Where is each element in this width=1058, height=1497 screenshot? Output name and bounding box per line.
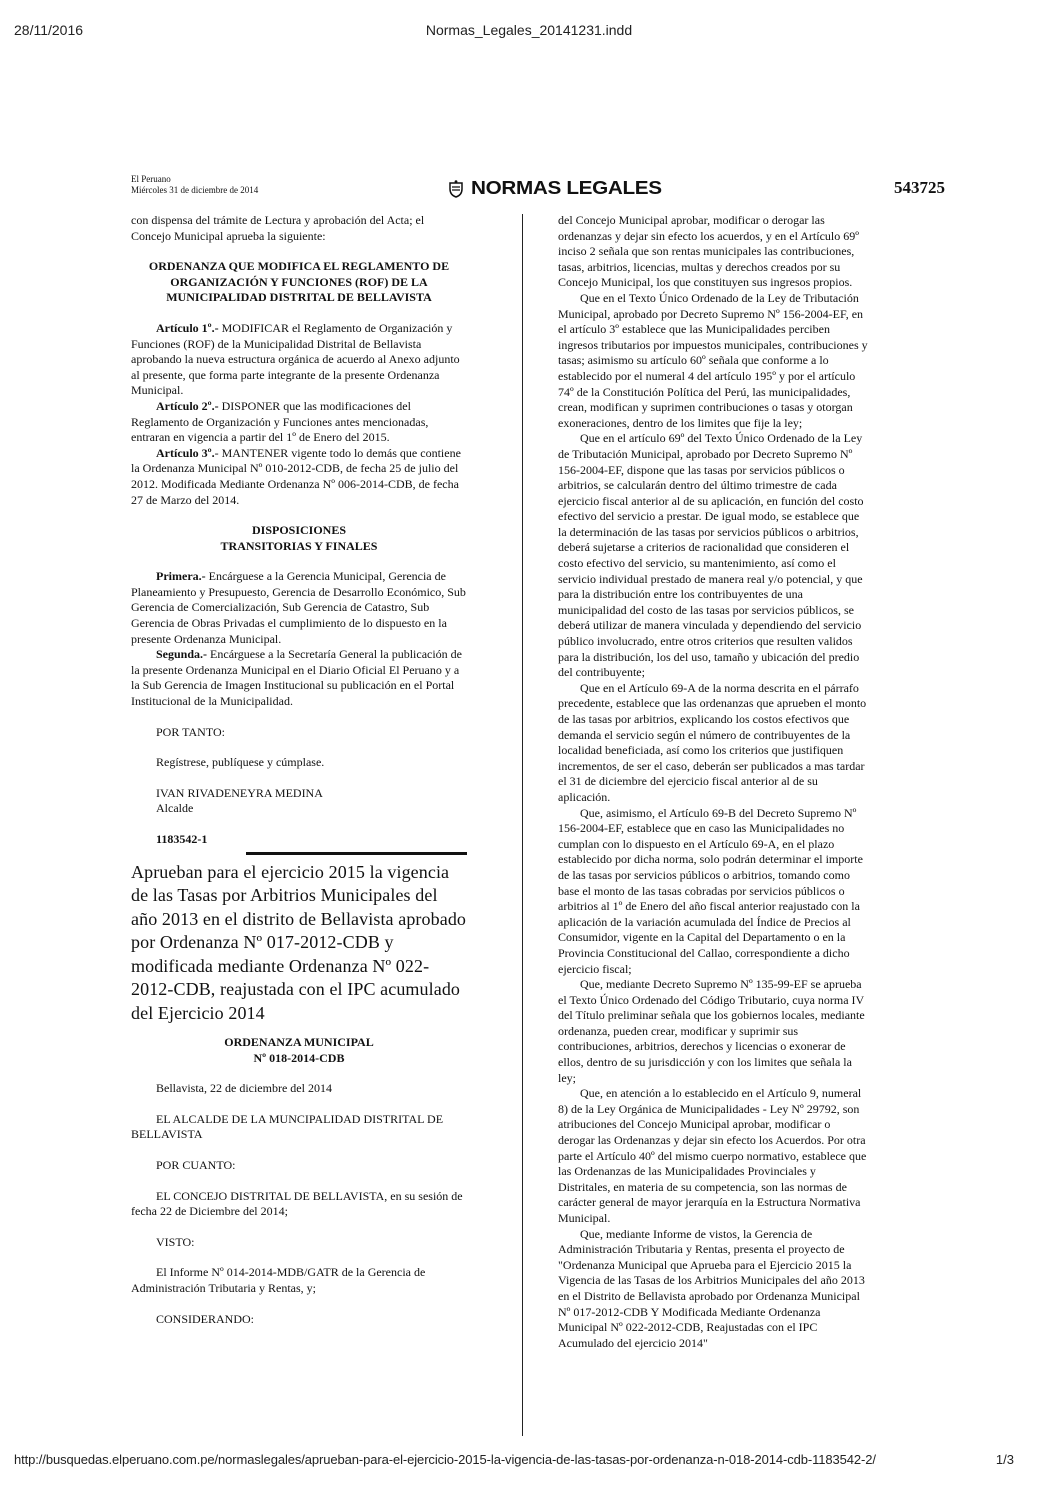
article-1-text: MODIFICAR el Reglamento de Organización y Funciones (ROF) de la Municipalidad Distrital de Bellavista aprobando la nueva estructura orgánica de acuerdo al Anexo adjunto al presente, que forma parte integrante de la presente Ordenanza Municipal. (131, 320, 460, 398)
paragraph-6: Que, mediante Decreto Supremo Nº 135-99-EF se aprueba el Texto Único Ordenado del Código Tributario, cuya norma IV del Título preliminar señala que los gobiernos locales, mediante ordenanza, pueden crear, modificar y suprimir sus contribuciones, arbitrios, derechos y licencias o exonerar de ellos, dentro de su jurisdicción y con los limites que señala la ley; (558, 977, 865, 1085)
primera-text: Encárguese a la Gerencia Municipal, Gerencia de Planeamiento y Presupuesto, Gerencia de Desarrollo Económico, Sub Gerencia de Comercialización, Sub Gerencia de Catastro, Sub Gerencia de Obras Privadas el cumplimiento de lo dispuesto en la presente Ordenanza Municipal. (131, 569, 466, 646)
por-cuanto: POR CUANTO: (156, 1158, 236, 1173)
publication-code (131, 832, 467, 848)
ordinance-name: ORDENANZA MUNICIPAL (224, 1035, 374, 1050)
informe-statement: El Informe Nº 014-2014-MDB/GATR de la Gerencia de Administración Tributaria y Rentas, y; (131, 1265, 426, 1296)
paragraph-2: Que en el Texto Único Ordenado de la Ley de Tributación Municipal, aprobado por Decreto Supremo Nº 156-2004-EF, en el artículo 3º establece que las Municipalidades perciben ingresos tributarios por impuestos municipales, contribuciones y tasas; asimismo su artículo 60º señala que conforme a lo establecido por el numeral 4 del artículo 195º y por el artículo 74º de la Constitución Política del Perú, las municipalidades, crean, modifican y suprimen contribuciones o tasas y otorgan exoneraciones, dentro de los limites que fije la ley; (558, 290, 868, 430)
print-page-count: 1/3 (995, 1452, 1014, 1467)
place-date: Bellavista, 22 de diciembre del 2014 (156, 1081, 332, 1096)
section-title: NORMAS LEGALES (471, 178, 662, 198)
paragraph-8: Que, mediante Informe de vistos, la Gerencia de Administración Tributaria y Rentas, presenta el proyecto de "Ordenanza Municipal que Aprueba para el Ejercicio 2015 la Vigencia de las Tasas de los Arbitrios Municipales del año 2013 en el Distrito de Bellavista aprobado por Ordenanza Municipal Nº 017-2012-CDB Y Modificada Mediante Ordenanza Municipal Nº 022-2012-CDB, Reajustadas con el IPC Acumulado del ejercicio 2014" (558, 1226, 865, 1350)
section-logo (447, 178, 662, 199)
signer-name: IVAN RIVADENEYRA MEDINA (156, 785, 323, 800)
article-3-lead: Artículo 3º. (156, 445, 215, 460)
disposition-segunda (131, 647, 467, 709)
concejo-statement: EL CONCEJO DISTRITAL DE BELLAVISTA, en su sesión de fecha 22 de Diciembre del 2014; (131, 1188, 463, 1219)
print-header (0, 10, 1058, 38)
print-date: 28/11/2016 (14, 22, 84, 38)
por-tanto: POR TANTO: (156, 724, 225, 739)
signer-role: Alcalde (156, 801, 194, 816)
considerando: CONSIDERANDO: (156, 1311, 255, 1326)
article-1 (131, 321, 467, 399)
left-column (131, 213, 467, 1327)
registrese: Regístrese, publíquese y cúmplase. (156, 755, 325, 770)
segunda-text: Encárguese a la Secretaría General la publicación de la presente Ordenanza Municipal en el Diario Oficial El Peruano y a la Sub Gerencia de Imagen Institucional su publicación en el Portal Institucional de la Municipalidad. (131, 647, 463, 709)
print-filename: Normas_Legales_20141231.indd (425, 22, 633, 38)
section-rule (246, 852, 467, 855)
disposition-primera (131, 569, 467, 647)
ordinance-title: ORDENANZA QUE MODIFICA EL REGLAMENTO DE ORGANIZACIÓN Y FUNCIONES (ROF) DE LA MUNICIPALIDAD DISTRITAL DE BELLAVISTA (148, 259, 450, 305)
publication-date: Miércoles 31 de diciembre de 2014 (131, 185, 259, 195)
page-number: 543725 (894, 178, 945, 197)
article-2-lead: Artículo 2º.- (156, 398, 219, 413)
article-3 (131, 446, 467, 508)
dispositions-subtitle: TRANSITORIAS Y FINALES (220, 538, 378, 553)
article-2 (131, 399, 467, 446)
dispositions-title: DISPOSICIONES (251, 523, 347, 538)
paragraph-7: Que, en atención a lo establecido en el Artículo 9, numeral 8) de la Ley Orgánica de Municipalidades - Ley Nº 29792, son atribuciones del Concejo Municipal aprobar, modificar o derogar las Ordenanzas y dejar sin efecto los Acuerdos. Por otra parte el Artículo 40º del mismo cuerpo normativo, establece que las Ordenanzas de las Municipalidades Provinciales y Distritales, en materia de su competencia, son las normas de carácter general de mayor jerarquía en la Estructura Normativa Municipal. (558, 1086, 867, 1225)
publication-code-text: 1183542-1 (156, 832, 208, 846)
paragraph-4: Que en el Artículo 69-A de la norma descrita en el párrafo precedente, establece que las ordenanzas que aprueben el monto de las tasas por arbitrios, explicando los costos efectivos que demanda el servicio según el número de contribuyentes de la localidad beneficiada, así como los criterios que justifiquen incrementos, de ser el caso, deberán ser publicados a mas tardar el 31 de diciembre del ejercicio fiscal anterior al de su aplicación. (558, 680, 867, 804)
paragraph-3: Que en el artículo 69º del Texto Único Ordenado de la Ley de Tributación Municipal, aprobado por Decreto Supremo Nº 156-2004-EF, dispone que las tasas por servicios públicos o arbitrios, se calcularán dentro del último trimestre de cada ejercicio fiscal anterior al de su aplicación, en función del costo efectivo del servicio a prestar. De igual modo, se establece que la determinación de las tasas por servicios públicos o arbitrios, deberá sujetarse a criterios de racionalidad que consideren el costo efectivo del servicio, su mantenimiento, así como el servicio individual prestado de manera real y/o potencial, y que para la distribución entre los contribuyentes de una municipalidad del costo de las tasas por servicios públicos, se deberá utilizar de manera vinculada y dependiendo del servicio público involucrado, entre otros criterios que resulten validos para la distribución, los del uso, tamaño y ubicación del predio del contribuyente; (558, 431, 864, 680)
article-3-text: - MANTENER vigente todo lo demás que contiene la Ordenanza Municipal Nº 010-2012-CDB, de fecha 25 de julio del 2012. Modificada Mediante Ordenanza Nº 006-2014-CDB, de fecha 27 de Marzo del 2014. (131, 445, 461, 507)
publication-name: El Peruano (131, 174, 171, 184)
source-url[interactable]: http://busquedas.elperuano.com.pe/normaslegales/aprueban-para-el-ejercicio-2015-la-vigencia-de-las-tasas-por-ordenanza-n-018-2014-cdb-1183542-2/ (14, 1452, 876, 1467)
alcalde-statement: EL ALCALDE DE LA MUNCIPALIDAD DISTRITAL DE BELLAVISTA (131, 1111, 444, 1142)
newspaper-header (131, 170, 945, 210)
coat-of-arms-icon (447, 180, 465, 198)
publication-info (131, 174, 258, 196)
segunda-lead: Segunda.- (156, 647, 208, 662)
ordinance-number: Nº 018-2014-CDB (253, 1050, 345, 1065)
article-1-lead: Artículo 1º.- (156, 320, 219, 335)
article-2-text: DISPONER que las modificaciones del Reglamento de Organización y Funciones antes mencionadas, entraran en vigencia a partir del 1º de Enero del 2015. (131, 398, 429, 445)
visto: VISTO: (156, 1234, 195, 1249)
right-column (558, 213, 868, 1351)
paragraph-5: Que, asimismo, el Artículo 69-B del Decreto Supremo Nº 156-2004-EF, establece que en caso las Municipalidades no cumplan con lo dispuesto en el Artículo 69-A, en el plazo establecido por dicha norma, solo podrán determinar el importe de las tasas por servicios públicos o arbitrios, tomando como base el monto de las tasas cobradas por servicios públicos o arbitrios al 1º de Enero del año fiscal anterior reajustado con la aplicación de la variación acumulada del Índice de Precios al Consumidor, vigente en la Capital del Departamento o en la Provincia Constitucional del Callao, correspondiente a dicho ejercicio fiscal; (558, 805, 863, 976)
column-divider (522, 214, 523, 1436)
ordinance-headline: Aprueban para el ejercicio 2015 la vigencia de las Tasas por Arbitrios Municipales del año 2013 en el distrito de Bellavista aprobado por Ordenanza Nº 017-2012-CDB y modificada mediante Ordenanza Nº 022-2012-CDB, reajustada con el IPC acumulado del Ejercicio 2014 (131, 861, 467, 1023)
intro-paragraph: con dispensa del trámite de Lectura y aprobación del Acta; el Concejo Municipal aprueba la siguiente: (131, 213, 425, 243)
primera-lead: Primera.- (156, 569, 206, 584)
paragraph-1: del Concejo Municipal aprobar, modificar o derogar las ordenanzas y dejar sin efecto los acuerdos, y en el Artículo 69º inciso 2 señala que son rentas municipales las contribuciones, tasas, arbitrios, licencias, multas y derechos creados por su Concejo Municipal, los que constituyen sus ingresos propios. (558, 213, 859, 290)
